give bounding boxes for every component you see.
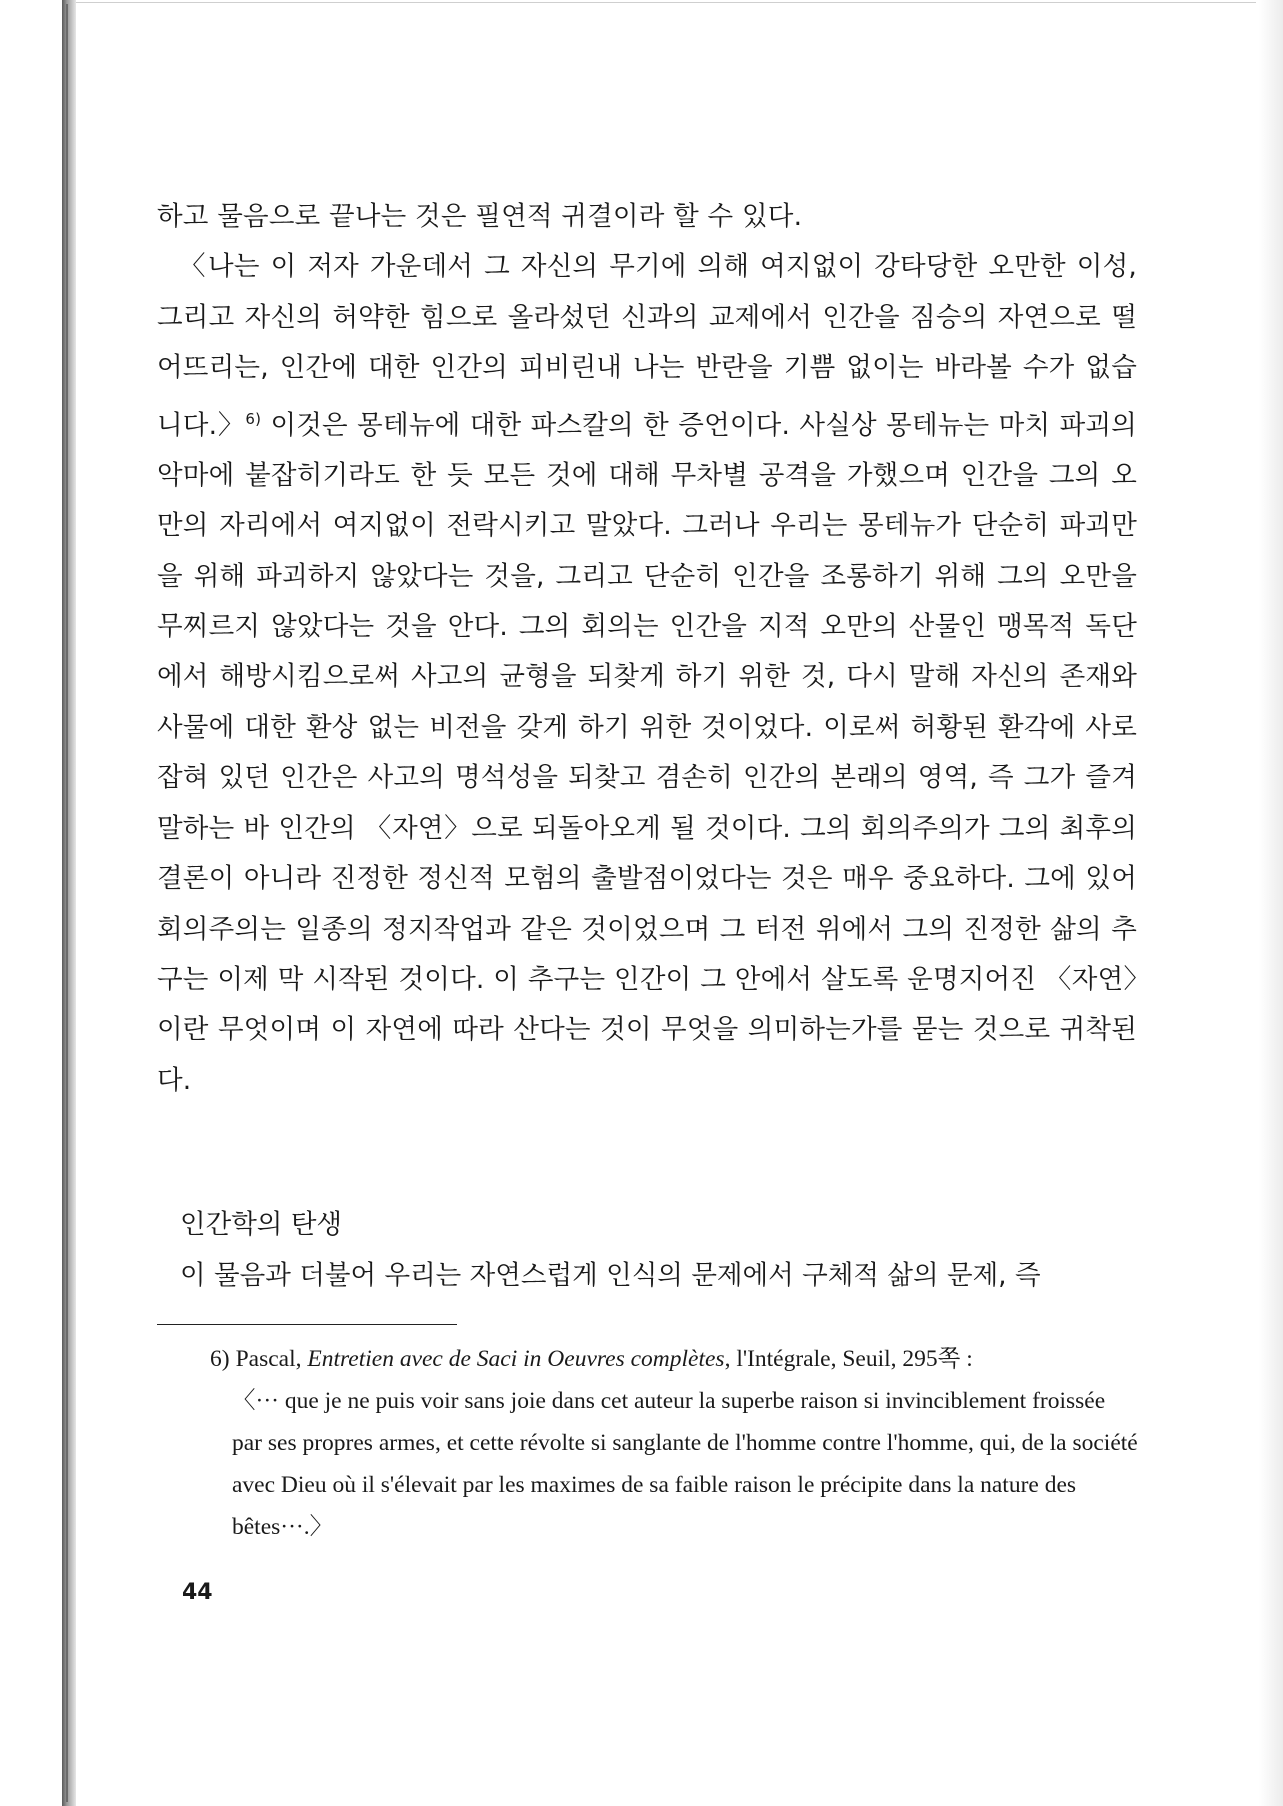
footnote-title: Entretien avec de Saci in Oeuvres complètes — [307, 1346, 725, 1372]
footnote-marker: 6) — [210, 1346, 230, 1372]
main-text — [157, 192, 1137, 1106]
footnote-divider — [157, 1324, 457, 1325]
footnote-reference[interactable]: 6) — [245, 409, 262, 428]
footnote — [210, 1338, 1140, 1548]
commentary-text: 이것은 몽테뉴에 대한 파스칼의 한 증언이다. 사실상 몽테뉴는 마치 파괴의 악마에 붙잡히기라도 한 듯 모든 것에 대해 무차별 공격을 가했으며 인간을 그의 오만의 자리에서 여지없이 전락시키고 말았다. 그러나 우리는 몽테뉴가 단순히 파괴만을 위해 파괴하지 않았다는 것을, 그리고 단순히 인간을 조롱하기 위해 그의 오만을 무찌르지 않았다는 것을 안다. 그의 회의는 인간을 지적 오만의 산물인 맹목적 독단에서 해방시킴으로써 사고의 균형을 되찾게 하기 위한 것, 다시 말해 자신의 존재와 사물에 대한 환상 없는 비전을 갖게 하기 위한 것이었다. 이로써 허황된 환각에 사로잡혀 있던 인간은 사고의 명석성을 되찾고 겸손히 인간의 본래의 영역, 즉 그가 즐겨 말하는 바 인간의 〈자연〉으로 되돌아오게 될 것이다. 그의 회의주의가 그의 최후의 결론이 아니라 진정한 정신적 모험의 출발점이었다는 것은 매우 중요하다. 그에 있어 회의주의는 일종의 정지작업과 같은 것이었으며 그 터전 위에서 그의 진정한 삶의 추구는 이제 막 시작된 것이다. 이 추구는 인간이 그 안에서 살도록 운명지어진 〈자연〉이란 무엇이며 이 자연에 따라 산다는 것이 무엇을 의미하는가를 묻는 것으로 귀착된다. — [157, 409, 1137, 1096]
paragraph-quote — [157, 242, 1137, 1106]
section-first-line: 이 물음과 더불어 우리는 자연스럽게 인식의 문제에서 구체적 삶의 문제, 즉 — [180, 1260, 1041, 1291]
section-heading: 인간학의 탄생 — [180, 1209, 343, 1240]
footnote-quote: 〈··· que je ne puis voir sans joie dans cet auteur la superbe raison si invinciblement froissée par ses propres armes, et cette révolte si sanglante de l'homme contre l'homme, qui, de la société avec Dieu où il s'élevait par les maximes de sa faible raison le précipite dans la nature des bêtes···.〉 — [232, 1388, 1138, 1540]
footnote-publisher: , l'Intégrale, Seuil, 295쪽 : — [724, 1346, 973, 1372]
quote-text: 〈나는 이 저자 가운데서 그 자신의 무기에 의해 여지없이 강타당한 오만한 이성, 그리고 자신의 허약한 힘으로 올라섰던 신과의 교제에서 인간을 짐승의 자연으로 떨어뜨리는, 인간에 대한 인간의 피비린내 나는 반란을 기쁨 없이는 바라볼 수가 없습니다.〉 — [157, 251, 1137, 441]
book-spine-shadow — [62, 0, 76, 1806]
footnote-author: Pascal, — [235, 1346, 308, 1372]
page-number: 44 — [182, 1580, 213, 1605]
page-right-shadow — [1259, 0, 1283, 1806]
page-edge — [66, 4, 68, 1802]
paragraph-continuation: 하고 물음으로 끝나는 것은 필연적 귀결이라 할 수 있다. — [157, 201, 803, 232]
